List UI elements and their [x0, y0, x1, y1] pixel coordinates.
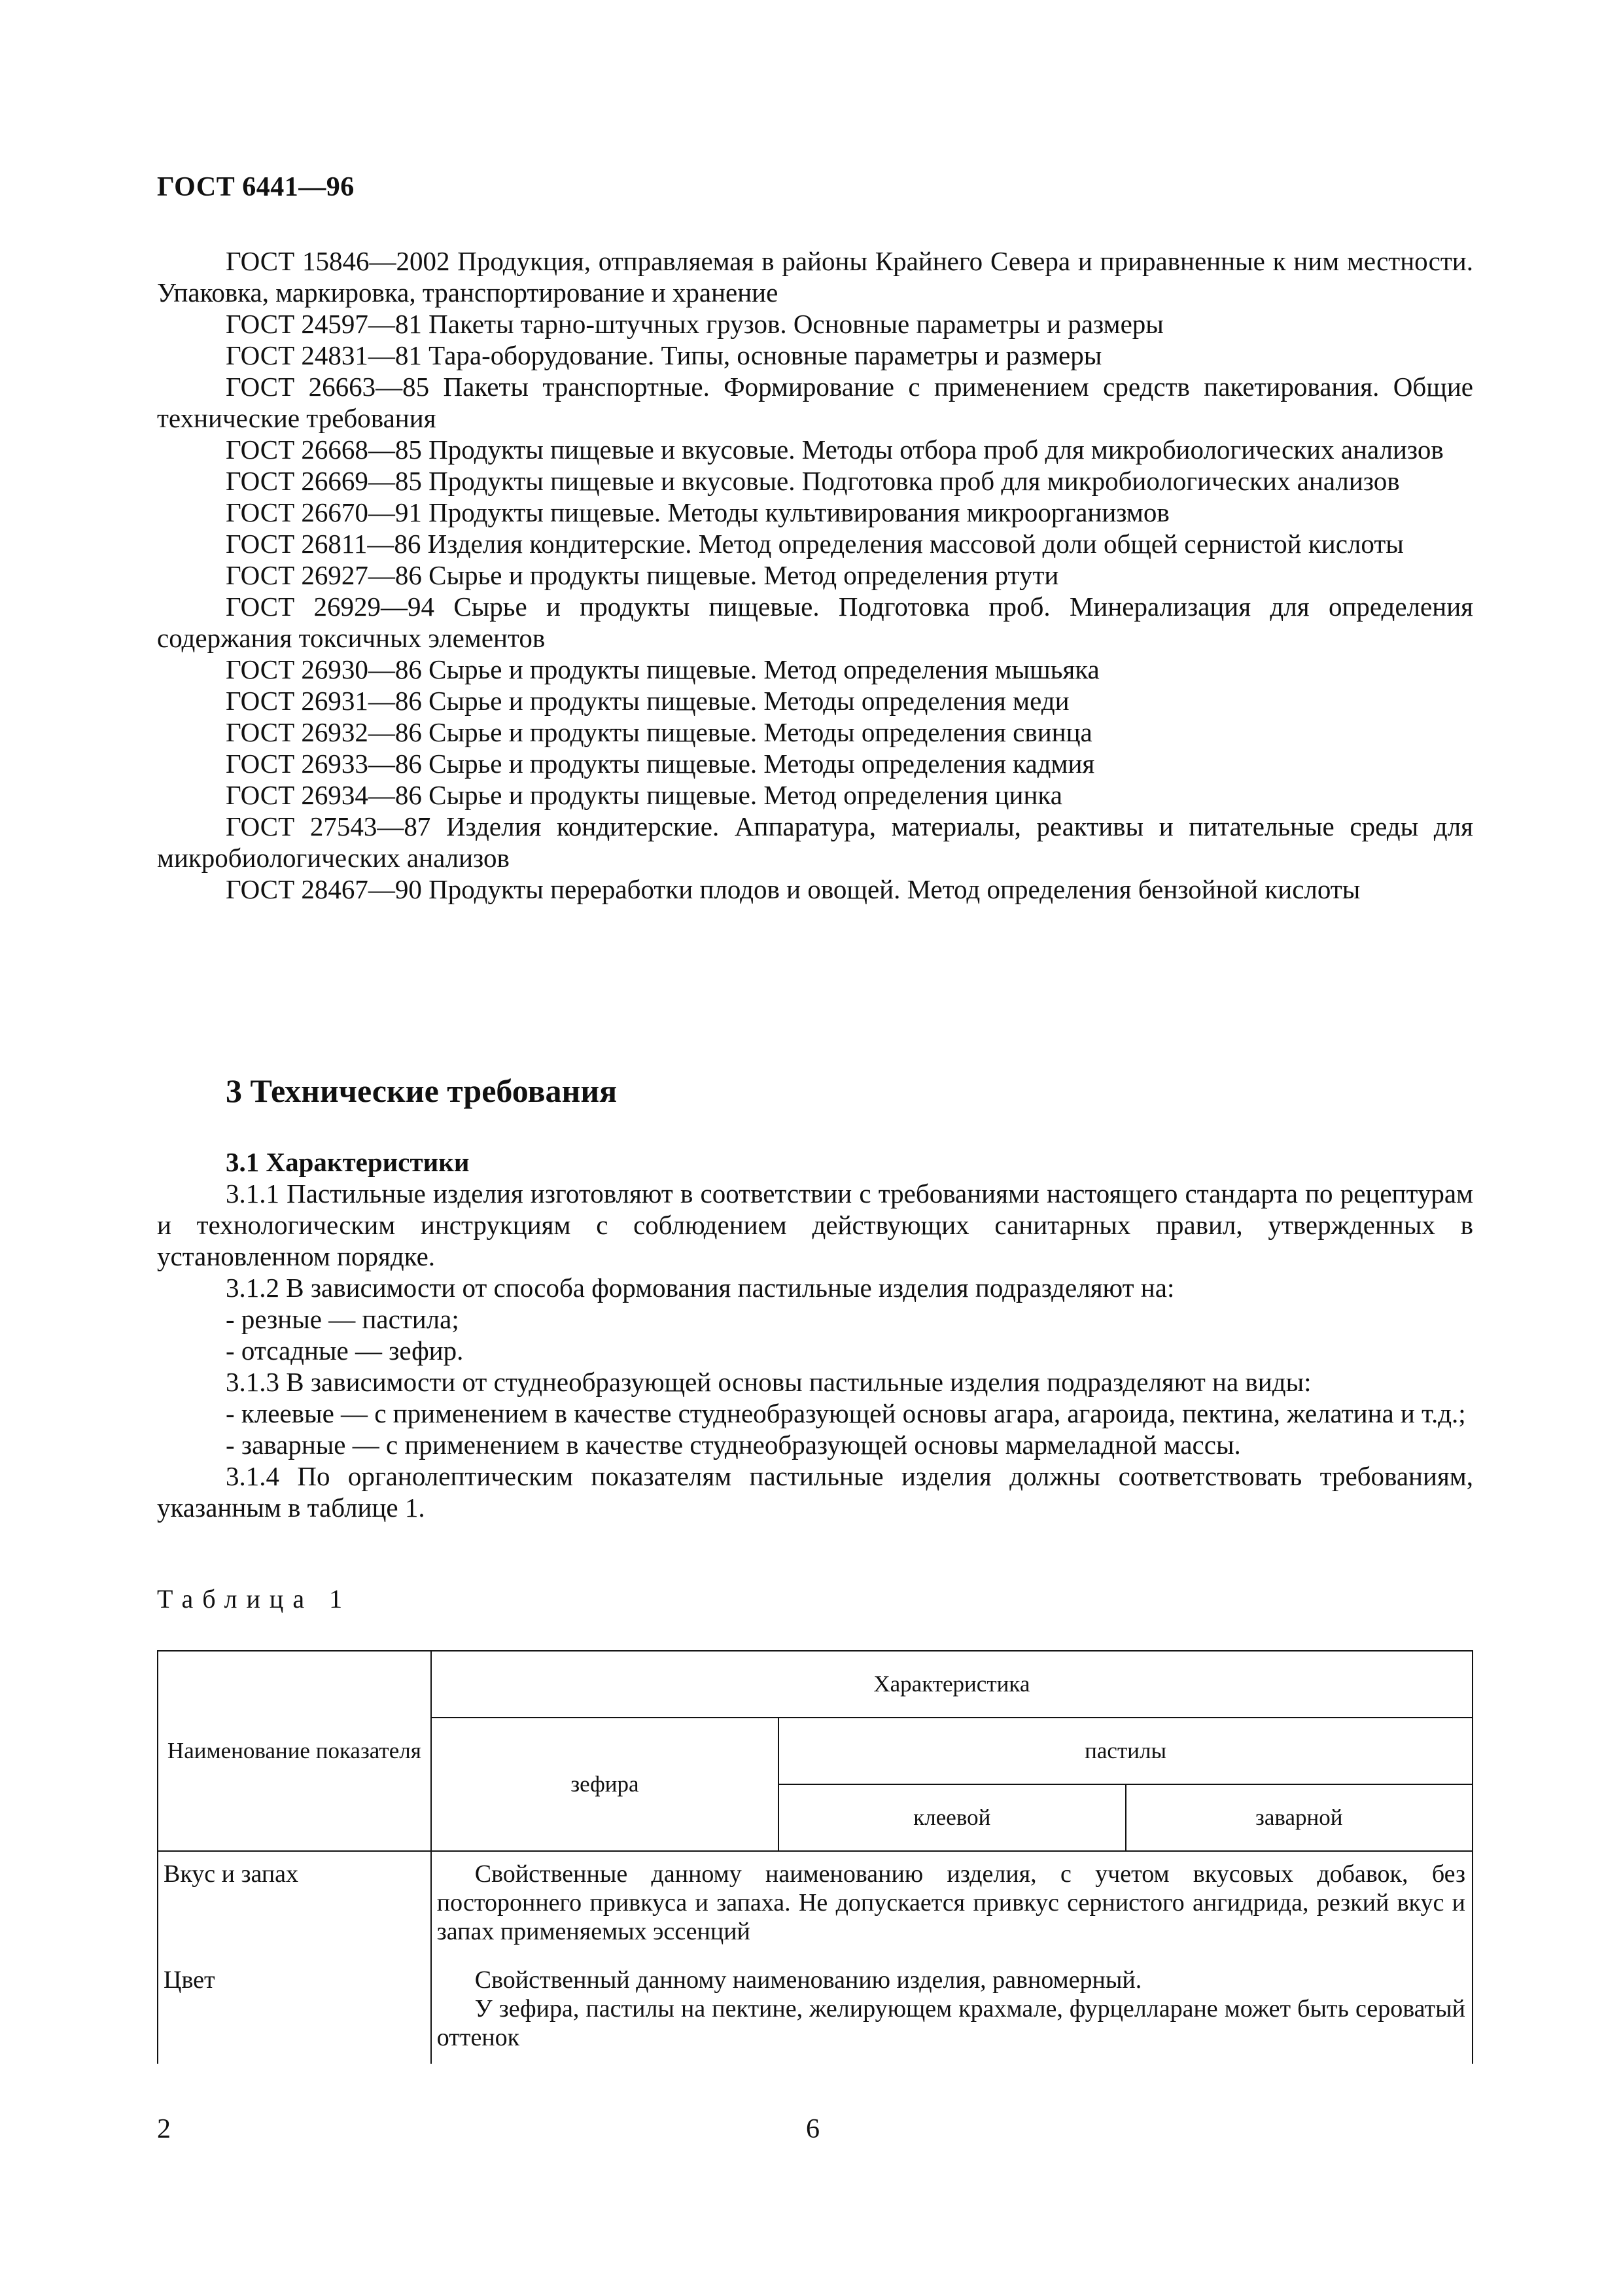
- row-name: Цвет: [158, 1958, 431, 2064]
- row-value-line: Свойственные данному наименованию изделия, с учетом вкусовых добавок, без постороннего привкуса и запаха. Не допускается привкус сернистого ангидрида, резкий вкус и запах применяемых эссенций: [436, 1860, 1465, 1945]
- row-value: [431, 1958, 1473, 2064]
- reference-item: ГОСТ 26933—86 Сырье и продукты пищевые. Методы определения кадмия: [226, 749, 1095, 779]
- reference-item: ГОСТ 27543—87 Изделия кондитерские. Аппаратура, материалы, реактивы и питательные среды для микробиологических анализов: [157, 811, 1473, 873]
- normative-references: [157, 245, 1473, 905]
- table-row: [158, 1958, 1473, 2064]
- reference-item: ГОСТ 28467—90 Продукты переработки плодов и овощей. Метод определения бензойной кислоты: [226, 874, 1361, 904]
- list-item: - заварные — с применением в качестве студнеобразующей основы мармеладной массы.: [226, 1430, 1241, 1460]
- list-item: - клеевые — с применением в качестве студнеобразующей основы агара, агароида, пектина, желатина и т.д.;: [226, 1398, 1466, 1428]
- list-item: - отсадные — зефир.: [226, 1335, 464, 1366]
- reference-item: ГОСТ 26670—91 Продукты пищевые. Методы культивирования микроорганизмов: [226, 497, 1170, 527]
- row-value-line: У зефира, пастилы на пектине, желирующем крахмале, фурцелларане может быть сероватый оттенок: [436, 1995, 1465, 2051]
- list-item: - резные — пастила;: [226, 1304, 459, 1334]
- table-1: [157, 1650, 1473, 2064]
- reference-item: ГОСТ 26931—86 Сырье и продукты пищевые. Методы определения меди: [226, 686, 1070, 716]
- reference-item: ГОСТ 26669—85 Продукты пищевые и вкусовые. Подготовка проб для микробиологических анализов: [226, 466, 1400, 496]
- row-name: Вкус и запах: [158, 1851, 431, 1958]
- reference-item: ГОСТ 26934—86 Сырье и продукты пищевые. Метод определения цинка: [226, 780, 1062, 810]
- header-zavarnoi: заварной: [1126, 1784, 1473, 1851]
- paragraph-3-1-3: 3.1.3 В зависимости от студнеобразующей основы пастильные изделия подразделяют на виды:: [226, 1367, 1312, 1397]
- header-zefir: зефира: [431, 1718, 778, 1851]
- document-code-header: ГОСТ 6441—96: [157, 172, 355, 202]
- paragraph-3-1-4: 3.1.4 По органолептическим показателям пастильные изделия должны соответствовать требованиям, указанным в таблице 1.: [157, 1461, 1473, 1523]
- reference-item: ГОСТ 26668—85 Продукты пищевые и вкусовые. Методы отбора проб для микробиологических анализов: [226, 434, 1444, 465]
- row-value-line: Свойственный данному наименованию изделия, равномерный.: [474, 1966, 1142, 1994]
- reference-item: ГОСТ 26929—94 Сырье и продукты пищевые. Подготовка проб. Минерализация для определения содержания токсичных элементов: [157, 592, 1473, 653]
- reference-item: ГОСТ 26927—86 Сырье и продукты пищевые. Метод определения ртути: [226, 560, 1059, 590]
- page-number-center: 6: [806, 2114, 820, 2144]
- table-row: [158, 1851, 1473, 1958]
- section-body: [157, 1146, 1473, 1523]
- table-caption: Таблица 1: [157, 1584, 352, 1614]
- paragraph-3-1-1: 3.1.1 Пастильные изделия изготовляют в соответствии с требованиями настоящего стандарта по рецептурам и технологическим инструкциям с соблюдением действующих санитарных правил, утвержденных в установленном порядке.: [157, 1178, 1473, 1271]
- page-number-left: 2: [157, 2114, 171, 2144]
- paragraph-3-1-2: 3.1.2 В зависимости от способа формования пастильные изделия подразделяют на:: [226, 1273, 1175, 1303]
- subsection-title: 3.1 Характеристики: [226, 1147, 470, 1177]
- header-indicator-name: Наименование показателя: [158, 1651, 431, 1851]
- reference-item: ГОСТ 15846—2002 Продукция, отправляемая в районы Крайнего Севера и приравненные к ним местности. Упаковка, маркировка, транспортирование и хранение: [157, 246, 1473, 308]
- reference-item: ГОСТ 24597—81 Пакеты тарно-штучных грузов. Основные параметры и размеры: [226, 309, 1164, 339]
- section-title: 3 Технические требования: [226, 1072, 618, 1109]
- header-pastila: пастилы: [778, 1718, 1473, 1784]
- reference-item: ГОСТ 26932—86 Сырье и продукты пищевые. Методы определения свинца: [226, 717, 1092, 747]
- header-kleevoi: клеевой: [778, 1784, 1125, 1851]
- reference-item: ГОСТ 26811—86 Изделия кондитерские. Метод определения массовой доли общей сернистой кислоты: [226, 529, 1404, 559]
- header-characteristic: Характеристика: [431, 1651, 1473, 1718]
- reference-item: ГОСТ 26930—86 Сырье и продукты пищевые. Метод определения мышьяка: [226, 654, 1100, 684]
- reference-item: ГОСТ 26663—85 Пакеты транспортные. Формирование с применением средств пакетирования. Общие технические требования: [157, 372, 1473, 433]
- reference-item: ГОСТ 24831—81 Тара-оборудование. Типы, основные параметры и размеры: [226, 340, 1102, 370]
- row-value: [431, 1851, 1473, 1958]
